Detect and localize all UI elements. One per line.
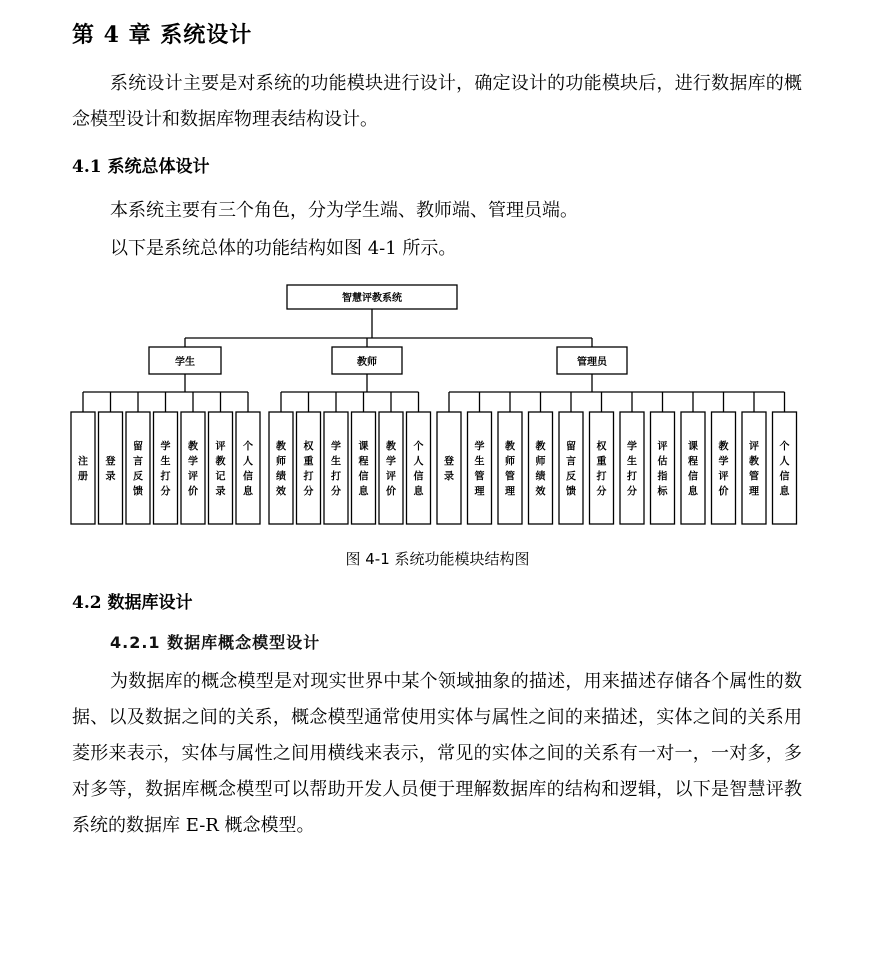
module-label: 学生打分 (160, 441, 171, 498)
module-box (209, 412, 233, 524)
er-model-paragraph: 为数据库的概念模型是对现实世界中某个领域抽象的描述，用来描述存储各个属性的数据、以及数据之间的关系，概念模型通常使用实体与属性之间的来描述，实体之间的关系用菱形来表示，实体与属性之间用横线来表示，常见的实体之间的关系有一对一，一对多，多对多等，数据库概念模型可以帮助开发人员便于理解数据库的结构和逻辑，以下是智慧评教系统的数据库 E-R 概念模型。 (72, 671, 802, 836)
module-box (352, 412, 376, 524)
module-label: 个人信息 (413, 441, 424, 498)
module-box (269, 412, 293, 524)
module-label: 注册 (78, 456, 88, 483)
module-box (620, 412, 644, 524)
module-box (407, 412, 431, 524)
module-box (773, 412, 797, 524)
module-box (437, 412, 461, 524)
module-label: 教师绩效 (276, 441, 286, 498)
module-box (181, 412, 205, 524)
section-4-2-title: 4.2 数据库设计 (72, 593, 193, 613)
module-label: 学生打分 (627, 441, 637, 498)
role-label-student: 学生 (175, 357, 195, 368)
intro-paragraph: 系统设计主要是对系统的功能模块进行设计，确定设计的功能模块后，进行数据库的概念模型设计和数据库物理表结构设计。 (72, 73, 802, 130)
module-label: 学生管理 (474, 441, 485, 498)
section-4-1-title: 4.1 系统总体设计 (72, 157, 210, 177)
chapter-title: 第 4 章 系统设计 (72, 22, 253, 48)
module-box (468, 412, 492, 524)
roles-paragraph: 本系统主要有三个角色，分为学生端、教师端、管理员端。 (110, 200, 578, 221)
module-box (236, 412, 260, 524)
module-label: 留言反馈 (133, 441, 143, 498)
module-label: 权重打分 (596, 441, 607, 498)
module-label: 评估指标 (657, 441, 668, 498)
module-label: 课程信息 (358, 441, 369, 498)
module-label: 学生打分 (331, 441, 341, 498)
module-box (712, 412, 736, 524)
module-label: 登录 (105, 456, 116, 483)
subsection-4-2-1-title: 4.2.1 数据库概念模型设计 (110, 633, 321, 652)
module-box (71, 412, 95, 524)
module-box (498, 412, 522, 524)
module-box (324, 412, 348, 524)
figure-caption: 图 4-1 系统功能模块结构图 (345, 550, 530, 568)
role-label-teacher: 教师 (357, 357, 377, 368)
module-box (651, 412, 675, 524)
role-label-admin: 管理员 (577, 357, 607, 368)
module-box (529, 412, 553, 524)
module-box (379, 412, 403, 524)
module-box (559, 412, 583, 524)
function-structure-diagram (0, 282, 875, 532)
module-box (99, 412, 123, 524)
module-label: 教学评价 (188, 441, 198, 498)
figure-intro-paragraph: 以下是系统总体的功能结构如图 4-1 所示。 (110, 238, 457, 259)
module-label: 个人信息 (779, 441, 790, 498)
module-label: 教学评价 (718, 441, 729, 498)
module-label: 个人信息 (243, 441, 253, 498)
module-label: 教师管理 (505, 441, 515, 498)
module-label: 教学评价 (386, 441, 396, 498)
module-box (681, 412, 705, 524)
module-label: 评教记录 (215, 441, 226, 498)
module-box (742, 412, 766, 524)
module-label: 留言反馈 (566, 441, 576, 498)
module-label: 评教管理 (749, 441, 759, 498)
module-label: 课程信息 (688, 441, 698, 498)
module-box (590, 412, 614, 524)
module-label: 登录 (444, 456, 454, 483)
module-box (297, 412, 321, 524)
module-label: 教师绩效 (535, 441, 546, 498)
root-node-label: 智慧评教系统 (342, 293, 402, 304)
module-box (126, 412, 150, 524)
module-label: 权重打分 (303, 441, 314, 498)
module-box (154, 412, 178, 524)
